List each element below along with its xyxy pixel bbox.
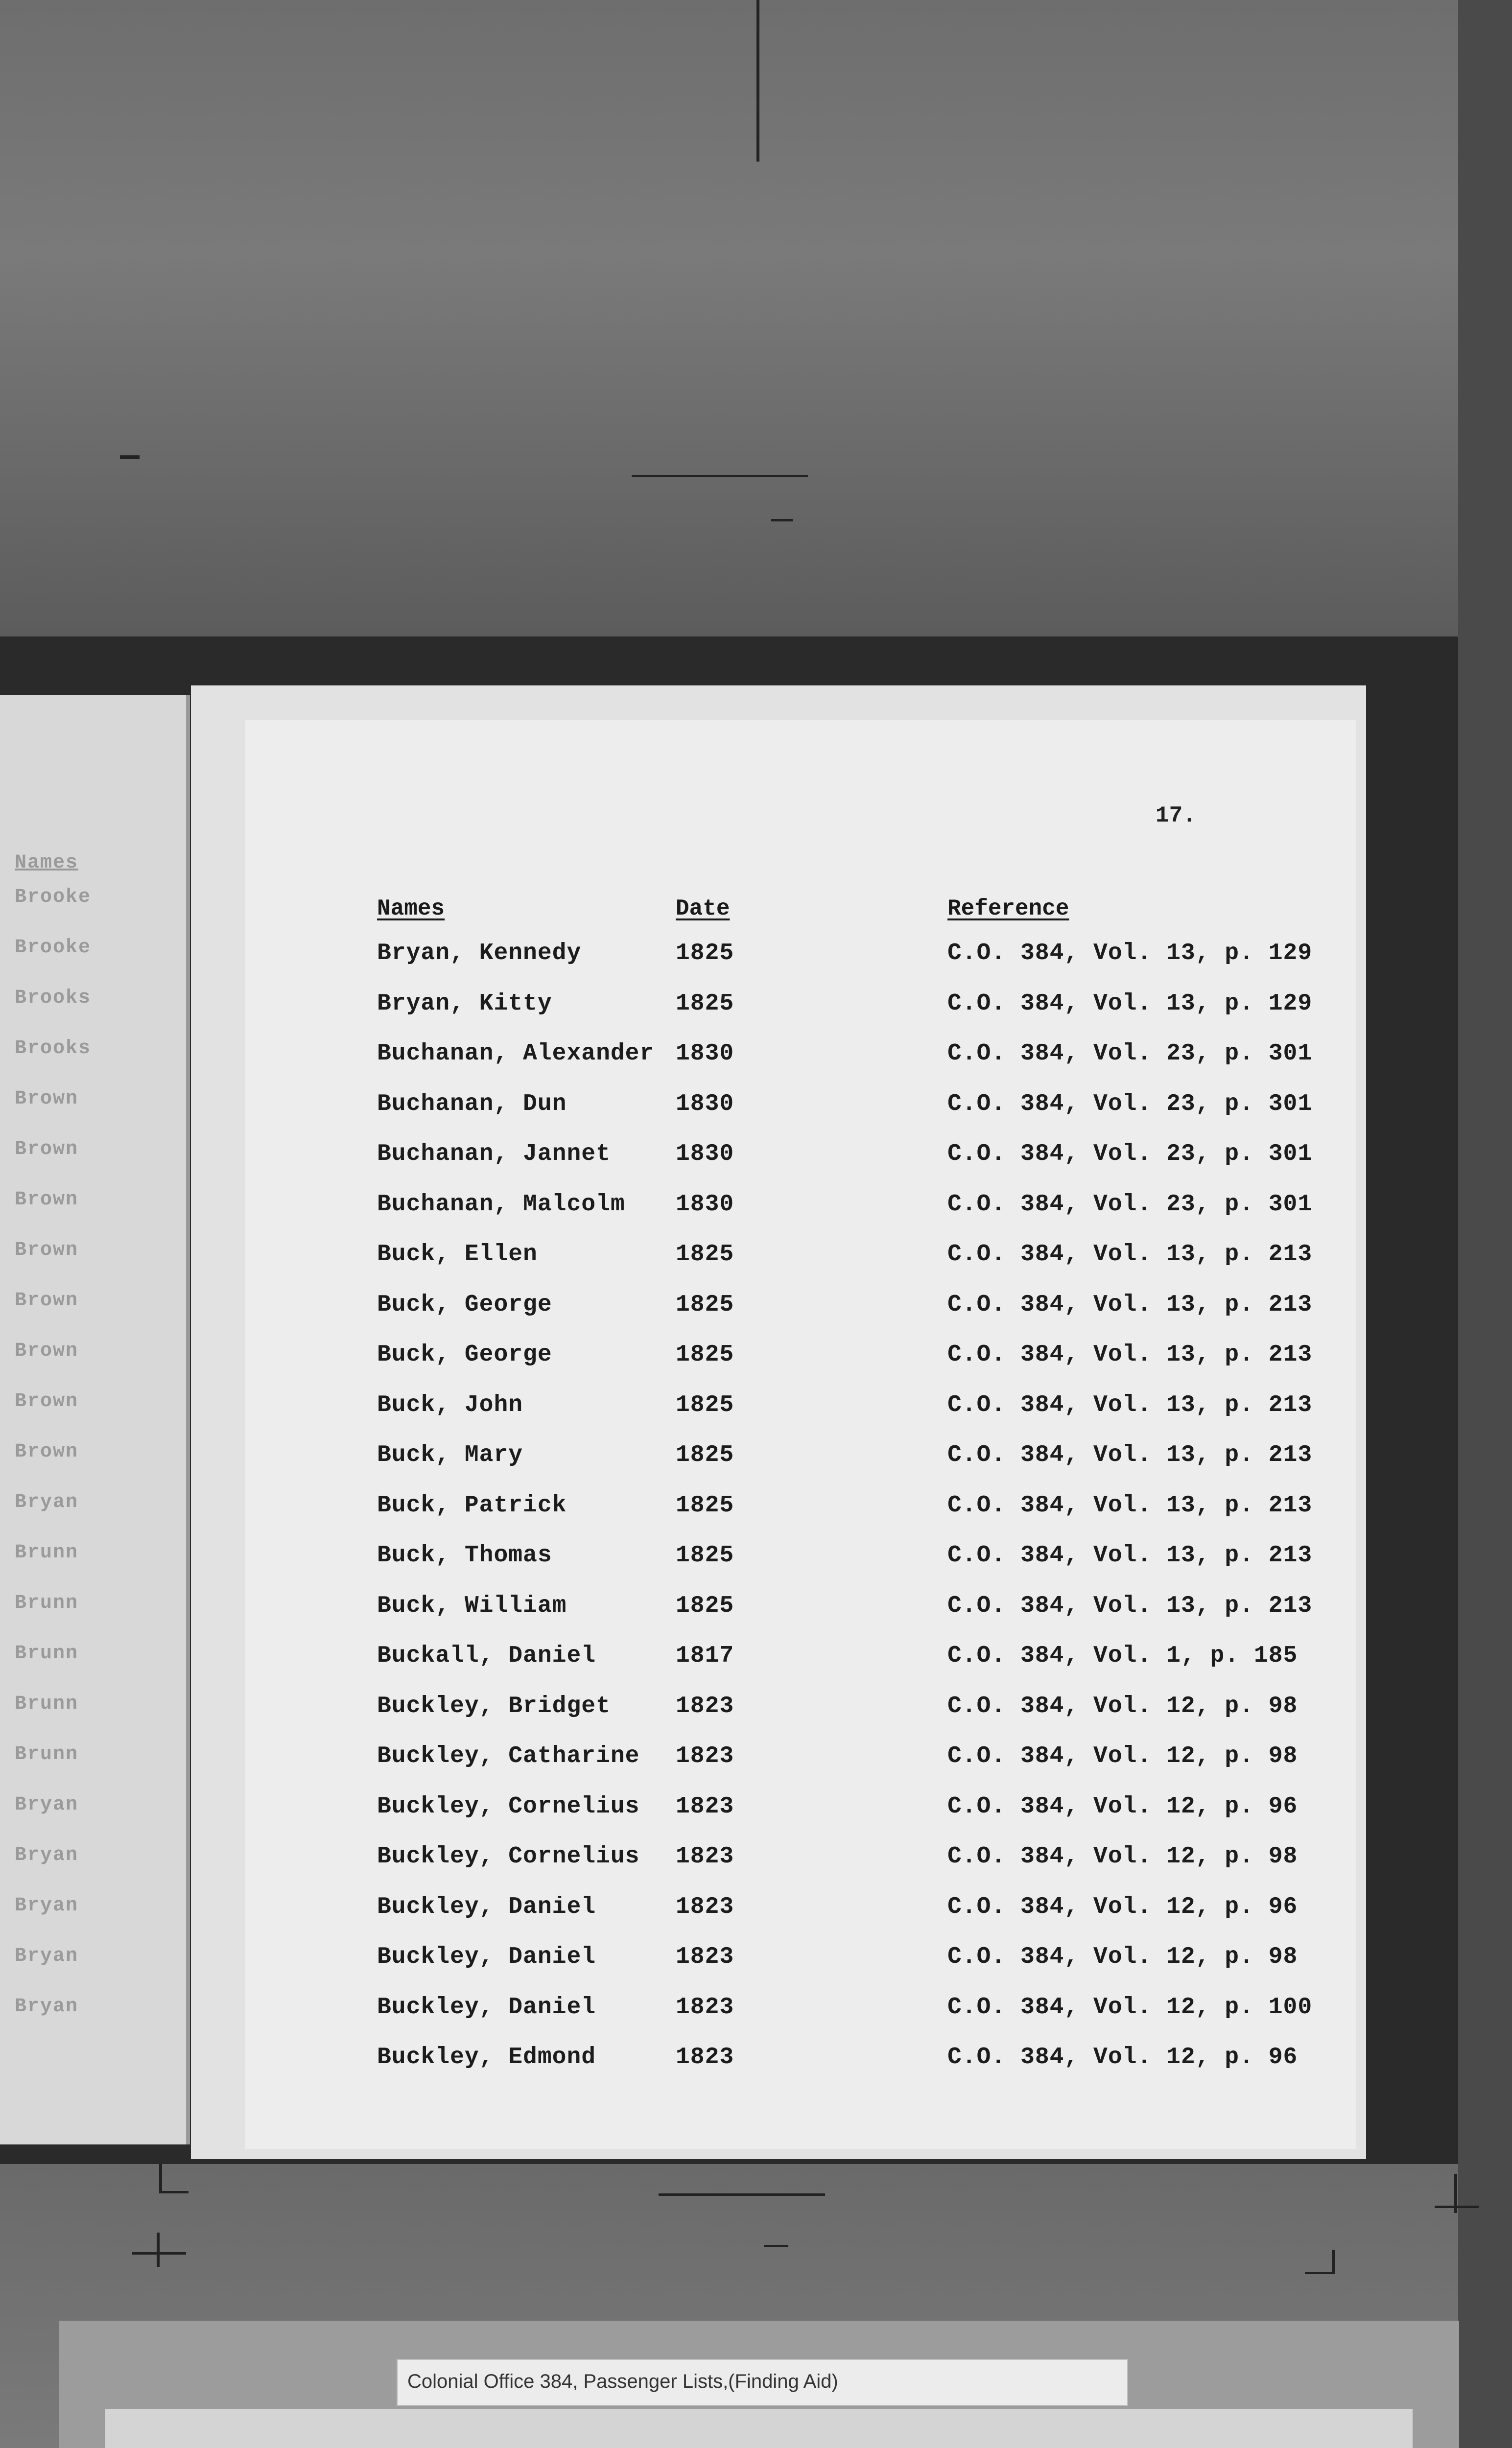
left-page-text-fragment: Brooks [15,1037,92,1059]
left-page-text-fragment: Brunn [15,1693,79,1715]
table-row [0,1593,1512,1642]
left-page-text-fragment: Brunn [15,1743,79,1765]
header-reference: Reference [947,896,1069,921]
registration-mark [157,2233,160,2267]
passenger-name: Buck, George [377,1342,552,1368]
passenger-name: Buckley, Daniel [377,1944,596,1970]
passenger-name: Buchanan, Malcolm [377,1191,625,1218]
left-page-text-fragment: Brown [15,1340,79,1362]
passenger-reference: C.O. 384, Vol. 12, p. 98 [947,1693,1298,1719]
left-page-text-fragment: Brown [15,1088,79,1110]
passenger-date: 1825 [676,990,734,1017]
table-row [0,1141,1512,1190]
table-row [0,940,1512,989]
registration-mark [132,2252,186,2255]
passenger-name: Buck, Thomas [377,1542,552,1569]
passenger-date: 1830 [676,1191,734,1218]
passenger-reference: C.O. 384, Vol. 12, p. 96 [947,2044,1298,2071]
left-page-text-fragment: Bryan [15,1794,79,1816]
passenger-name: Buckley, Daniel [377,1893,596,1920]
passenger-reference: C.O. 384, Vol. 23, p. 301 [947,1191,1313,1218]
left-page-text-fragment: Brooke [15,886,92,908]
page-number: 17. [1156,803,1196,828]
table-row [0,1091,1512,1140]
left-page-text-fragment: Brooke [15,937,92,959]
left-page-text-fragment: Brown [15,1189,79,1211]
passenger-reference: C.O. 384, Vol. 13, p. 213 [947,1391,1313,1418]
passenger-date: 1825 [676,1542,734,1569]
passenger-date: 1825 [676,1592,734,1619]
passenger-reference: C.O. 384, Vol. 13, p. 213 [947,1592,1313,1619]
registration-mark [159,2164,162,2193]
passenger-reference: C.O. 384, Vol. 23, p. 301 [947,1090,1313,1117]
table-row [0,1241,1512,1290]
finding-aid-label-text: Colonial Office 384, Passenger Lists,(Finding Aid) [407,2371,838,2392]
header-names: Names [377,896,445,921]
passenger-reference: C.O. 384, Vol. 13, p. 213 [947,1241,1313,1268]
passenger-name: Bryan, Kennedy [377,940,582,966]
passenger-reference: C.O. 384, Vol. 12, p. 100 [947,1994,1313,2021]
passenger-date: 1823 [676,1893,734,1920]
passenger-reference: C.O. 384, Vol. 13, p. 213 [947,1342,1313,1368]
left-page-text-fragment: Brooks [15,987,92,1009]
left-page-text-fragment: Names [15,852,79,874]
passenger-name: Bryan, Kitty [377,990,552,1017]
passenger-name: Buckley, Bridget [377,1693,611,1719]
left-page-text-fragment: Bryan [15,1996,79,2018]
passenger-date: 1823 [676,2044,734,2071]
left-page-text-fragment: Brown [15,1138,79,1160]
table-row [0,2044,1512,2093]
passenger-reference: C.O. 384, Vol. 12, p. 98 [947,1743,1298,1769]
passenger-date: 1825 [676,1291,734,1318]
passenger-reference: C.O. 384, Vol. 13, p. 129 [947,990,1313,1017]
ink-mark [120,455,140,459]
passenger-reference: C.O. 384, Vol. 12, p. 98 [947,1944,1298,1970]
passenger-name: Buckley, Edmond [377,2044,596,2071]
table-row [0,1894,1512,1943]
passenger-reference: C.O. 384, Vol. 13, p. 129 [947,940,1313,966]
header-date: Date [676,896,730,921]
passenger-reference: C.O. 384, Vol. 13, p. 213 [947,1442,1313,1468]
passenger-name: Buckley, Catharine [377,1743,640,1769]
registration-mark [1332,2250,1335,2274]
passenger-name: Buck, Ellen [377,1241,538,1268]
passenger-reference: C.O. 384, Vol. 13, p. 213 [947,1291,1313,1318]
passenger-date: 1823 [676,1793,734,1820]
passenger-reference: C.O. 384, Vol. 12, p. 96 [947,1793,1298,1820]
passenger-name: Buckley, Cornelius [377,1843,640,1870]
ink-mark [756,0,759,162]
passenger-name: Buchanan, Alexander [377,1040,655,1067]
table-row [0,1994,1512,2043]
passenger-reference: C.O. 384, Vol. 12, p. 98 [947,1843,1298,1870]
ink-mark [632,475,808,477]
passenger-date: 1825 [676,1391,734,1418]
left-page-text-fragment: Brown [15,1390,79,1412]
passenger-name: Buck, John [377,1391,523,1418]
ink-mark [771,519,793,521]
passenger-name: Buckall, Daniel [377,1643,596,1669]
table-row [0,1040,1512,1089]
passenger-date: 1823 [676,1693,734,1719]
table-row [0,1693,1512,1742]
table-row [0,1743,1512,1792]
left-page-text-fragment: Brown [15,1239,79,1261]
passenger-name: Buchanan, Jannet [377,1141,611,1167]
registration-mark [159,2191,189,2193]
left-page-text-fragment: Brunn [15,1643,79,1665]
left-page-text-fragment: Bryan [15,1895,79,1917]
registration-mark [764,2245,788,2247]
registration-mark [659,2193,825,2196]
registration-mark [1435,2206,1479,2208]
table-row [0,990,1512,1039]
table-row [0,1793,1512,1842]
passenger-reference: C.O. 384, Vol. 23, p. 301 [947,1141,1313,1167]
table-row [0,1392,1512,1441]
table-row [0,1442,1512,1491]
passenger-name: Buck, George [377,1291,552,1318]
left-page-text-fragment: Brown [15,1441,79,1463]
passenger-name: Buck, Mary [377,1442,523,1468]
passenger-date: 1825 [676,1442,734,1468]
table-row [0,1542,1512,1591]
left-page-text-fragment: Bryan [15,1844,79,1866]
passenger-date: 1830 [676,1141,734,1167]
archives-card [105,2409,1413,2448]
table-row [0,1492,1512,1541]
table-row [0,1843,1512,1892]
finding-aid-label [397,2359,1128,2406]
passenger-name: Buchanan, Dun [377,1090,567,1117]
passenger-date: 1823 [676,1743,734,1769]
passenger-reference: C.O. 384, Vol. 13, p. 213 [947,1492,1313,1519]
passenger-name: Buckley, Cornelius [377,1793,640,1820]
left-page-text-fragment: Brunn [15,1592,79,1614]
table-row [0,1944,1512,1993]
passenger-date: 1825 [676,940,734,966]
left-page-text-fragment: Bryan [15,1491,79,1513]
passenger-reference: C.O. 384, Vol. 12, p. 96 [947,1893,1298,1920]
left-page-text-fragment: Bryan [15,1945,79,1967]
passenger-date: 1830 [676,1090,734,1117]
registration-mark [1305,2272,1334,2274]
passenger-reference: C.O. 384, Vol. 23, p. 301 [947,1040,1313,1067]
passenger-date: 1817 [676,1643,734,1669]
passenger-reference: C.O. 384, Vol. 13, p. 213 [947,1542,1313,1569]
passenger-date: 1823 [676,1843,734,1870]
table-row [0,1292,1512,1341]
passenger-reference: C.O. 384, Vol. 1, p. 185 [947,1643,1298,1669]
film-background-top [0,0,1512,636]
passenger-date: 1823 [676,1944,734,1970]
passenger-date: 1825 [676,1342,734,1368]
table-row [0,1643,1512,1692]
left-page-text-fragment: Brown [15,1290,79,1312]
passenger-name: Buck, Patrick [377,1492,567,1519]
left-page-text-fragment: Brunn [15,1542,79,1564]
table-row [0,1191,1512,1240]
table-row [0,1342,1512,1390]
passenger-date: 1830 [676,1040,734,1067]
passenger-date: 1823 [676,1994,734,2021]
passenger-name: Buckley, Daniel [377,1994,596,2021]
passenger-date: 1825 [676,1241,734,1268]
passenger-date: 1825 [676,1492,734,1519]
passenger-name: Buck, William [377,1592,567,1619]
